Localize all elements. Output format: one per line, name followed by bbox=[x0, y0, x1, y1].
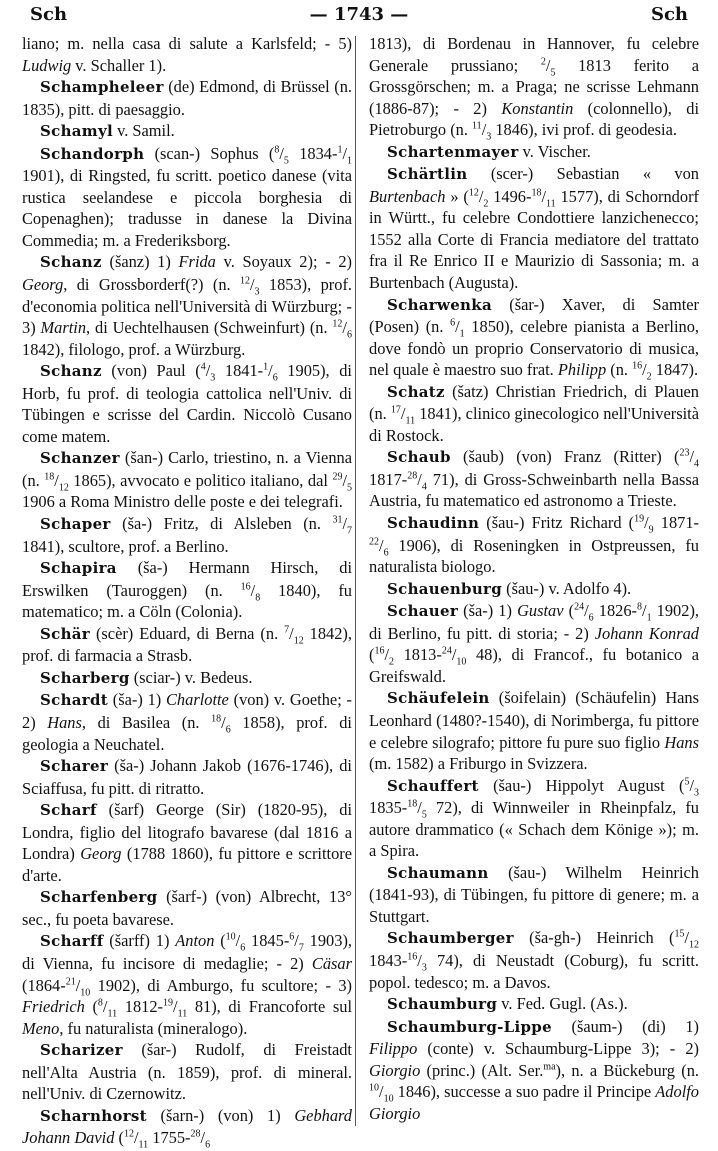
header-left-guideword: Sch bbox=[30, 4, 68, 25]
entry-body: 1813), di Bordenau in Hannover, fu celebre Generale prussiano; $^2/_5$ 1813 ferito a Grossgörschen; m. a Praga; ne scrisse Lehmann (1886-87); - 2) Konstantin (colonnello), di Pietroburgo (n. $^{11}/_3$ 1846), ivi prof. di geodesia. bbox=[369, 34, 700, 143]
dictionary-entry bbox=[22, 886, 352, 930]
dictionary-entry bbox=[22, 447, 352, 513]
entry-headword: Scharf bbox=[40, 801, 97, 820]
entry-body: (šar-) Xaver, di Samter (Posen) (n. $^6/_1$ 1850), celebre pianista a Berlino, dove fondò un proprio Conservatorio di musica, nel quale è maestro suo frat. Philipp (n. $^{16}/_2$ 1847). bbox=[369, 294, 700, 383]
dictionary-entry bbox=[22, 120, 352, 143]
entry-headword: Schaudinn bbox=[387, 514, 480, 533]
entry-body: v. Samil. bbox=[112, 121, 175, 141]
entry-headword: Schärtlin bbox=[387, 165, 468, 184]
dictionary-entry bbox=[369, 141, 699, 164]
entry-headword: Schär bbox=[40, 624, 90, 643]
entry-body: (šatz) Christian Friedrich, di Plauen (n. $^{17}/_{11}$ 1841), clinico ginecologico nell'Università di Rostock. bbox=[369, 381, 700, 445]
entry-headword: Schaper bbox=[40, 515, 111, 534]
dictionary-entry bbox=[22, 1039, 352, 1105]
entry-body: (scèr) Eduard, di Berna (n. $^7/_{12}$ 1842), prof. di farmacia a Strasb. bbox=[22, 623, 352, 666]
dictionary-entry bbox=[22, 1105, 352, 1149]
dictionary-entry bbox=[22, 360, 352, 447]
entry-headword: Schamyl bbox=[40, 122, 113, 141]
entry-body: (šanz) 1) Frida v. Soyaux 2); - 2) Georg, di Grossborderf(?) (n. $^{12}/_3$ 1853), prof. d'economia politica nell'Università di Würzburg; - 3) Martin, di Uechtelhausen (Schweinfurt) (n. $^{12}/_6$ 1842), filologo, prof. a Würzburg. bbox=[22, 252, 352, 359]
entry-body: (šarn-) (von) 1) Gebhard Johann David ($^{12}/_{11}$ $1755-^{28}/_6$ bbox=[22, 1105, 352, 1151]
entry-headword: Scharwenka bbox=[387, 295, 492, 314]
entry-body: v. Fed. Gugl. (As.). bbox=[497, 994, 628, 1014]
entry-body: (šarf) George (Sir) (1820-95), di Londra, figlio del litografo bavarese (dal 1816 a Londra) Georg (1788 1860), fu pittore e scrittore d'arte. bbox=[22, 800, 353, 885]
entry-body: liano; m. nella casa di salute a Karlsfeld; - 5) Ludwig v. Schaller 1). bbox=[22, 34, 352, 75]
entry-continuation bbox=[369, 33, 699, 141]
dictionary-entry bbox=[22, 667, 352, 690]
entry-headword: Schampheleer bbox=[40, 78, 164, 97]
page-number: — 1743 — bbox=[309, 4, 409, 25]
entry-body: (ša-) 1) Charlotte (von) v. Goethe; - 2) Hans, di Basilea (n. $^{18}/_6$ 1858), prof. di geologia a Neuchatel. bbox=[22, 690, 352, 754]
dictionary-entry bbox=[22, 76, 352, 120]
page-header bbox=[30, 4, 688, 28]
entry-headword: Schanz bbox=[40, 253, 102, 272]
dictionary-entry bbox=[22, 799, 352, 886]
entry-headword: Schapira bbox=[40, 559, 117, 578]
dictionary-entry bbox=[369, 600, 699, 687]
dictionary-entry bbox=[22, 251, 352, 360]
entry-headword: Schaumburg bbox=[387, 995, 498, 1014]
entry-headword: Schaumann bbox=[387, 863, 489, 882]
dictionary-entry bbox=[369, 1016, 699, 1125]
entry-body: (šoifelain) (Schäufelin) Hans Leonhard (1480?-1540), di Norimberga, fu pittore e celebre silografo; pittore fu pure suo figlio Hans (m. 1582) a Friburgo in Svizzera. bbox=[369, 688, 699, 774]
dictionary-entry bbox=[22, 143, 352, 252]
entry-body: (ša-gh-) Heinrich ($^{15}/_{12}$ $1843-^{16}/_3$ 74), di Neustadt (Coburg), fu scritt. popol. tedesco; m. a Davos. bbox=[369, 928, 699, 992]
dictionary-entry bbox=[22, 755, 352, 799]
entry-headword: Schardt bbox=[40, 691, 109, 710]
entry-headword: Schartenmayer bbox=[387, 142, 519, 161]
entry-headword: Schaumberger bbox=[387, 929, 514, 948]
entry-headword: Scharfenberg bbox=[40, 888, 158, 907]
entry-body: (von) Paul ($^4/_3$ $1841-^1/_6$ 1905), di Horb, fu prof. di teologia cattolica nell'Univ. di Tübingen e scrisse del Cardin. Niccolò Cusano come matem. bbox=[22, 361, 352, 446]
entry-body: (ša-) Johann Jakob (1676-1746), di Sciaffusa, fu pitt. di ritratto. bbox=[22, 756, 352, 798]
right-column bbox=[369, 33, 699, 1128]
entry-body: (šau-) Fritz Richard ($^{19}/_9$ $1871-^{22}/_6$ 1906), di Roseningken in Ostpreussen, fu naturalista biologo. bbox=[369, 513, 699, 577]
entry-body: (scer-) Sebastian « von Burtenbach » ($^{12}/_2$ $1496-^{18}/_{11}$ 1577), di Schorndorf in Württ., fu celebre Condottiere lanzichenecco; 1552 alla Corte di Francia mediatore del trattato fra il Re Enrico II e Maurizio di Sassonia; m. a Burtenbach (Augusta). bbox=[369, 164, 699, 293]
entry-headword: Schauenburg bbox=[387, 579, 503, 598]
dictionary-entry bbox=[369, 512, 699, 578]
dictionary-entry bbox=[369, 381, 699, 447]
entry-body: (ša-) 1) Gustav ($^{24}/_6$ $1826-^8/_1$ 1902), di Berlino, fu pitt. di storia; - 2) Johann Konrad ($^{16}/_2$ $1813-^{24}/_{10}$ 48), di Francof., fu botanico a Greifswald. bbox=[369, 601, 700, 686]
entry-body: (šarff) 1) Anton ($^{10}/_6$ $1845-^6/_7$ 1903), di Vienna, fu incisore di medaglie; - 2) Cäsar ($1864-^{21}/_{10}$ 1902), di Amburgo, fu scultore; - 3) Friedrich ($^8/_{11}$ $1812-^{19}/_{11}$ 81), di Francoforte sul Meno, fu naturalista (mineralogo). bbox=[22, 931, 353, 1038]
entry-body: (šau-) v. Adolfo 4). bbox=[502, 578, 632, 598]
entry-headword: Schanzer bbox=[40, 449, 120, 468]
dictionary-entry bbox=[369, 862, 699, 928]
entry-headword: Schatz bbox=[387, 382, 445, 401]
dictionary-entry bbox=[369, 294, 699, 381]
entry-headword: Schauer bbox=[387, 602, 459, 621]
entry-headword: Scharizer bbox=[40, 1041, 123, 1060]
left-column bbox=[22, 33, 353, 1151]
entry-body: (de) Edmond, di Brüssel (n. 1835), pitt. di paesaggio. bbox=[22, 77, 352, 119]
dictionary-entry bbox=[22, 513, 352, 557]
entry-continuation bbox=[22, 33, 352, 76]
entry-body: (šaum-) (di) 1) Filippo (conte) v. Schaumburg-Lippe 3); - 2) Giorgio (princ.) (Alt. Ser.$^{ma}$), n. a Bückeburg (n. $^{10}/_{10}$ 1846), successe a suo padre il Principe Adolfo Giorgio bbox=[369, 1016, 700, 1123]
entry-body: (šar-) Rudolf, di Freistadt nell'Alta Austria (n. 1859), prof. di mineral. nell'Univ. di Czernowitz. bbox=[22, 1040, 352, 1104]
entry-headword: Scharberg bbox=[40, 668, 130, 687]
entry-body: (ša-) Fritz, di Alsleben (n. $^{31}/_7$ 1841), scultore, prof. a Berlino. bbox=[22, 514, 352, 556]
entry-body: (šan-) Carlo, triestino, n. a Vienna (n. $^{18}/_{12}$ 1865), avvocato e politico italiano, dal $^{29}/_5$ 1906 a Roma Ministro delle poste e dei telegrafi. bbox=[22, 448, 352, 512]
entry-body: (šarf-) (von) Albrecht, 13° sec., fu poeta bavarese. bbox=[22, 887, 352, 929]
entry-headword: Schaumburg-Lippe bbox=[387, 1017, 552, 1036]
entry-headword: Schauffert bbox=[387, 776, 479, 795]
dictionary-entry bbox=[369, 578, 699, 601]
dictionary-entry bbox=[369, 446, 699, 512]
entry-body: (šau-) Wilhelm Heinrich (1841-93), di Tübingen, fu pittore di genere; m. a Stuttgart. bbox=[369, 862, 699, 926]
dictionary-entry bbox=[369, 163, 699, 293]
dictionary-entry bbox=[369, 687, 699, 774]
header-right-guideword: Sch bbox=[650, 4, 688, 25]
entry-headword: Scharff bbox=[40, 932, 104, 951]
entry-body: (ša-) Hermann Hirsch, di Erswilken (Tauroggen) (n. $^{16}/_8$ 1840), fu matematico; m. a Cöln (Colonia). bbox=[22, 558, 352, 622]
dictionary-entry bbox=[369, 993, 699, 1016]
entry-body: v. Vischer. bbox=[518, 141, 591, 161]
dictionary-entry bbox=[22, 930, 352, 1039]
entry-headword: Scharer bbox=[40, 757, 109, 776]
entry-headword: Schaub bbox=[387, 448, 451, 467]
entry-headword: Schäufelein bbox=[387, 689, 490, 708]
entry-headword: Schandorph bbox=[40, 144, 145, 163]
entry-body: (šau-) Hippolyt August ($^5/_3$ $1835-^{18}/_5$ 72), di Winnweiler in Rheinpfalz, fu autore drammatico (« Schach dem Könige »); m. a Spira. bbox=[369, 775, 699, 861]
dictionary-entry bbox=[369, 927, 699, 993]
dictionary-entry bbox=[22, 557, 352, 623]
entry-body: (sciar-) v. Bedeus. bbox=[129, 667, 253, 687]
entry-headword: Scharnhorst bbox=[40, 1106, 147, 1125]
dictionary-entry bbox=[22, 623, 352, 667]
entry-headword: Schanz bbox=[40, 362, 102, 381]
dictionary-entry bbox=[369, 775, 699, 862]
entry-body: (šaub) (von) Franz (Ritter) ($^{23}/_4$ $1817-^{28}/_4$ 71), di Gross-Schweinbarth nella Bassa Austria, fu matematico ed astronomo a Trieste. bbox=[369, 447, 699, 511]
dictionary-entry bbox=[22, 689, 352, 755]
column-divider bbox=[355, 36, 356, 1126]
entry-body: (scan-) Sophus ($^8/_5$ $1834-^1/_1$ 1901), di Ringsted, fu scritt. poetico danese (vita rustica seelandese e piccola borghesia di Copenaghen); tradusse in danese la Divina Commedia; m. a Frederiksborg. bbox=[22, 143, 352, 250]
